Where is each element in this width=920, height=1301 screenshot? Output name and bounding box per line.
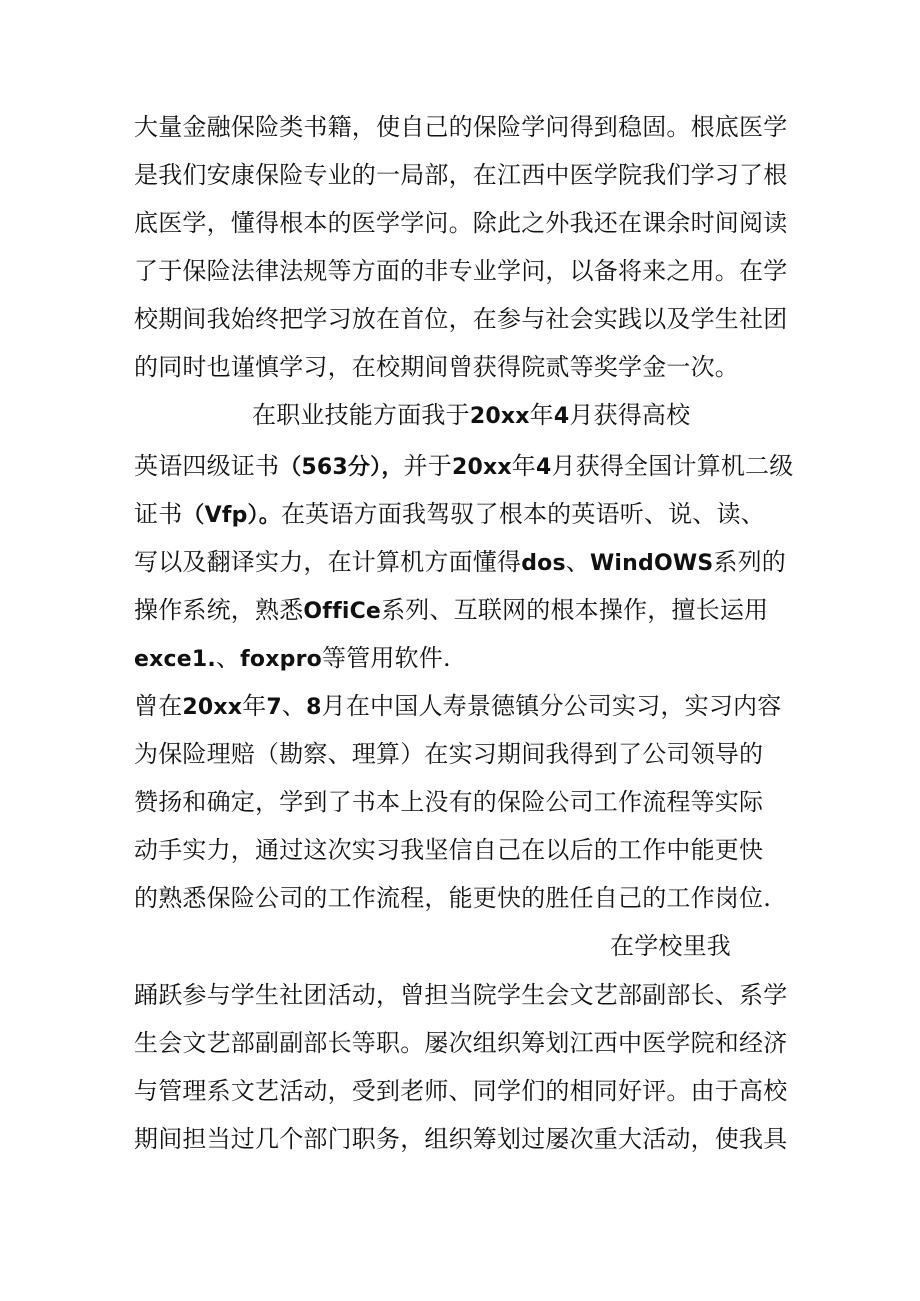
text-line: 期间担当过几个部门职务，组织筹划过屡次重大活动，使我具 <box>134 1125 788 1153</box>
text-line: 了于保险法律法规等方面的非专业学问，以备将来之用。在学 <box>134 257 788 285</box>
text-run: 写以及翻译实力，在计算机方面懂得 <box>134 548 522 576</box>
text-run: 月获得全国计算机二级 <box>551 452 794 480</box>
text-line: 生会文艺部副副部长等职。屡次组织筹划江西中医学院和经济 <box>134 1029 788 1057</box>
year-text: 20xx <box>451 455 512 480</box>
text-run: 年 <box>511 452 536 480</box>
text-run: 英语四级证书 <box>134 452 280 480</box>
text-run: 在英语方面我驾驭了根本的英语听、说、读、 <box>280 500 765 528</box>
software-name: foxpro <box>240 647 322 672</box>
software-name: exce1. <box>134 647 216 672</box>
text-line: 赞扬和确定，学到了书本上没有的保险公司工作流程等实际 <box>134 788 764 816</box>
text-line <box>134 547 786 577</box>
text-run: 年 <box>529 401 554 429</box>
text-run: 月获得高校 <box>569 401 691 429</box>
text-run: 月在中国人寿景德镇分公司实习，实习内容 <box>321 692 782 720</box>
month-number: 7 <box>266 695 282 720</box>
text-line <box>252 400 690 430</box>
text-run: 操作系统，熟悉 <box>134 596 304 624</box>
text-run: 曾在 <box>134 692 183 720</box>
text-line <box>134 691 781 721</box>
month-number: 4 <box>553 404 570 429</box>
text-line: 与管理系文艺活动，受到老师、同学们的相同好评。由于高校 <box>134 1077 788 1105</box>
text-line: 为保险理赔（勘察、理算）在实习期间我得到了公司领导的 <box>134 740 764 768</box>
text-run: 证书 <box>134 500 183 528</box>
year-text: 20xx <box>469 404 530 429</box>
software-name: dos <box>521 551 566 576</box>
month-number: 4 <box>535 455 552 480</box>
year-text: 20xx <box>182 695 243 720</box>
text-line <box>134 643 451 673</box>
text-run: 、 <box>565 548 590 576</box>
text-line: 大量金融保险类书籍，使自己的保险学问得到稳固。根底医学 <box>134 113 788 141</box>
certificate-text: （Vfp）。 <box>182 503 281 528</box>
text-line: 的熟悉保险公司的工作流程，能更快的胜任自己的工作岗位. <box>134 884 772 912</box>
software-name: WindOWS <box>589 551 714 576</box>
text-run: 等管用软件. <box>321 644 451 672</box>
text-run: 、 <box>215 644 241 672</box>
text-line: 在学校里我 <box>610 932 731 960</box>
text-line: 底医学，懂得根本的医学学问。除此之外我还在课余时间阅读 <box>134 209 788 237</box>
text-line <box>134 499 765 529</box>
text-line: 踊跃参与学生社团活动，曾担当院学生会文艺部副部长、系学 <box>134 981 788 1009</box>
text-run: 、 <box>281 692 307 720</box>
text-line: 校期间我始终把学习放在首位，在参与社会实践以及学生社团 <box>134 305 788 333</box>
text-line <box>134 451 793 481</box>
text-line: 动手实力，通过这次实习我坚信自己在以后的工作中能更快 <box>134 836 764 864</box>
month-number: 8 <box>306 695 322 720</box>
text-run: 系列的 <box>713 548 787 576</box>
text-line: 的同时也谨慎学习，在校期间曾获得院贰等奖学金一次。 <box>134 353 739 381</box>
text-line <box>134 595 768 625</box>
text-line: 是我们安康保险专业的一局部，在江西中医学院我们学习了根 <box>134 161 788 189</box>
text-run: 系列、互联网的根本操作，擅长运用 <box>381 596 769 624</box>
software-name: OffiCe <box>303 599 382 624</box>
text-run: 在职业技能方面我于 <box>252 401 470 429</box>
text-run: 并于 <box>403 452 452 480</box>
score-text: （563分）， <box>279 455 404 480</box>
text-run: 年 <box>242 692 267 720</box>
